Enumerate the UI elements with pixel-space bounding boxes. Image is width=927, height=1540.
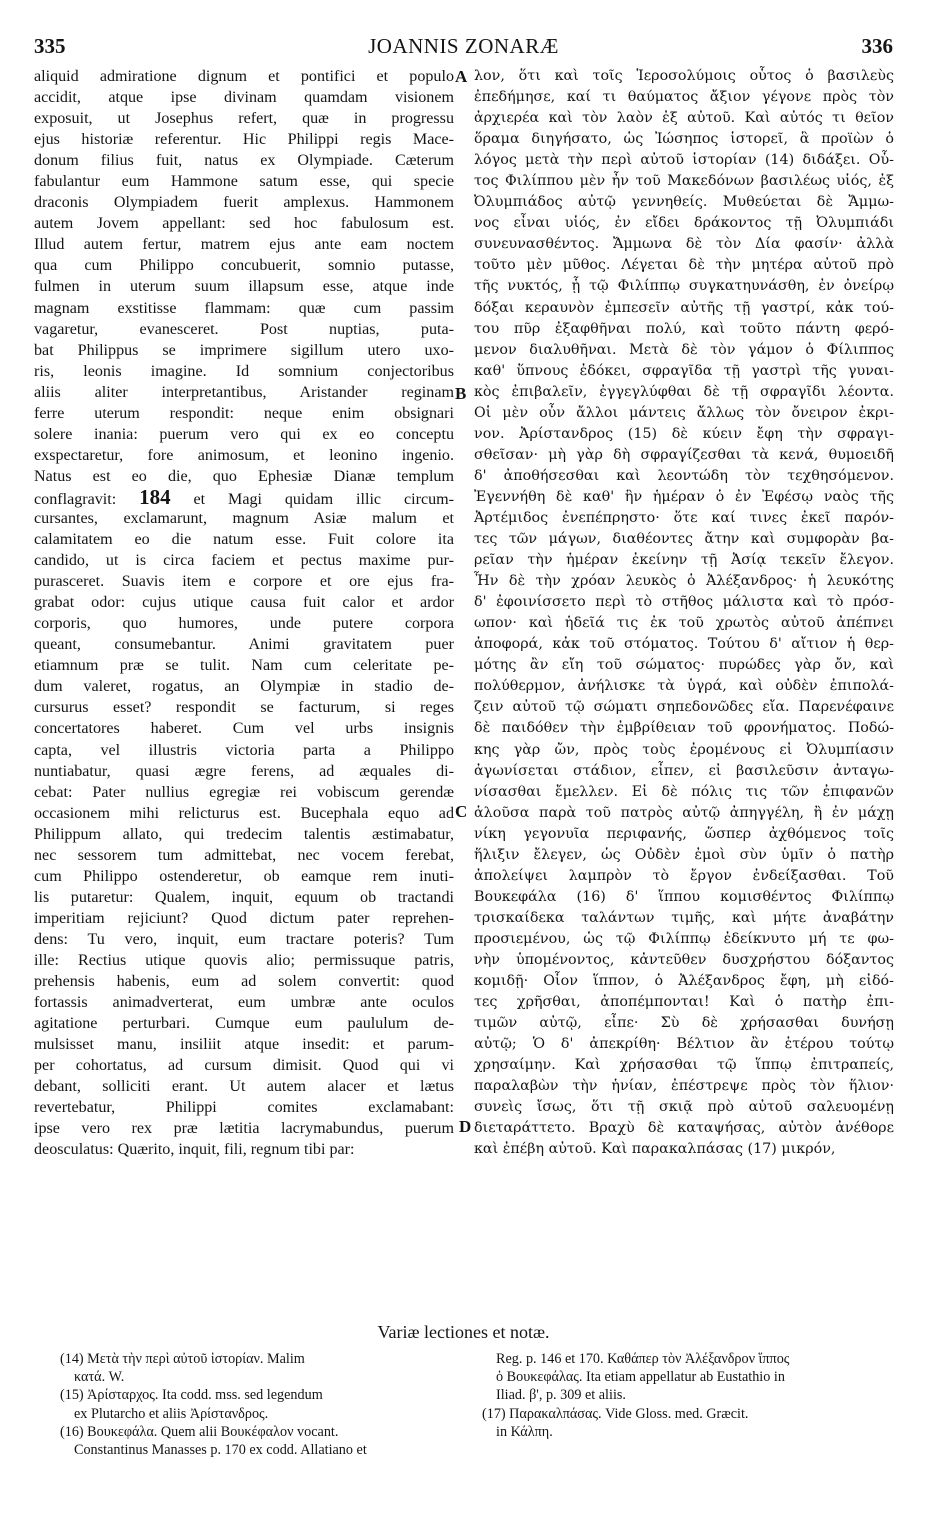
latin-text-line: deosculatus: Quærito, inquit, fili, regnum tibi par: <box>34 1141 355 1159</box>
greek-text-line: τῆς νυκτός, ᾗ τῷ Φιλίππῳ συγκατηυνάσθη, ἐν ὀνείρῳ <box>474 278 894 295</box>
greek-text-line: τιμῶν αὐτῷ, εἶπε· Σὺ δὲ χρήσασθαι δυνήσῃ <box>474 1015 894 1032</box>
edition-page-number: 184 <box>139 486 171 508</box>
page-number-left: 335 <box>34 34 66 58</box>
greek-text-line: ἥλιξιν ἔλεγεν, ὡς Οὐδὲν ἐμοὶ σὺν ὑμῖν ὁ πατὴρ <box>474 846 894 863</box>
latin-text-line: cebat: Pater nullius egregiæ rei vobiscum gerendæ <box>34 783 454 801</box>
greek-text-line: Ἐγεννήθη δὲ καθ' ἣν ἡμέραν ὁ ἐν Ἐφέσῳ ναὸς τῆς <box>474 488 894 505</box>
latin-text-line: dum valeret, rogatus, an Olympiæ in stadio de- <box>34 678 454 696</box>
greek-text-line: ἀρχιερέα καὶ τὸν λαὸν ἐξ αὐτοῦ. Καὶ αὐτός τι θεῖον <box>474 110 894 127</box>
latin-text-line: debant, solliciti erant. Ut autem alacer et lætus <box>34 1078 454 1096</box>
page-header <box>34 34 893 62</box>
note-left-line: (15) Ἀρίσταρχος. Ita codd. mss. sed legendum <box>60 1387 323 1404</box>
greek-text-line: δ' ἐφοινίσσετο περὶ τὸ στῆθος μάλιστα καὶ τὸ πρόσ- <box>474 594 894 611</box>
greek-text-line: νος εἶναι υἱός, ἐν εἴδει δράκοντος τῇ Ὀλυμπιάδι <box>474 215 894 232</box>
greek-text-line: τος Φιλίππου μὲν ἦν τοῦ Μακεδόνων βασιλέως υἱός, ἐξ <box>474 173 894 190</box>
greek-text-line: μότης ἂν εἴη τοῦ σώματος· πυρώδες γὰρ ὄν, καὶ <box>474 657 894 674</box>
greek-text-line: νὴν ὑπομένοντος, κἀντεῦθεν δυσχρήστου δόξαντος <box>474 951 894 968</box>
latin-text-line: autem Jovem appellant: sed hoc fabulosum est. <box>34 215 454 233</box>
latin-text-line: dens: Tu vero, inquit, eum tractare poteris? Tum <box>34 930 454 948</box>
greek-text-line: καθ' ὕπνους ἐδόκει, σφραγῖδα τῇ γαστρὶ τῆς γυναι- <box>474 362 894 379</box>
greek-text-line: λον, ὅτι καὶ τοῖς Ἱεροσολύμοις οὗτος ὁ βασιλεὺς <box>474 68 894 84</box>
note-right-line: in Κάλπη. <box>496 1423 553 1440</box>
latin-text-line: conflagravit: 184 et Magi quidam illic circum- <box>34 486 454 508</box>
latin-text-line: fabulantur eum Hammone satum esse, qui specie <box>34 173 454 191</box>
note-right-line: (17) Παρακαλπάσας. Vide Gloss. med. Græcit. <box>482 1405 749 1422</box>
greek-text-line: νον. Ἀρίστανδρος (15) δὲ κύειν ἔφη τὴν σφραγι- <box>474 425 894 442</box>
latin-text-line: etiamnum præ se tulit. Nam cum celeritate pe- <box>34 657 454 675</box>
latin-text-line: accidit, atque ipse divinam quamdam visionem <box>34 89 454 107</box>
latin-text-line: calamitatem eo die natum esse. Fuit colore ita <box>34 531 454 549</box>
greek-text-line: του πῦρ ἐξαφθῆναι πολύ, καὶ τοῦτο πάντη φερό- <box>474 320 894 337</box>
latin-text-line: concertatores haberet. Cum vel urbs insignis <box>34 720 454 738</box>
latin-text-line: fulmen in uterum suum illapsum esse, atque inde <box>34 278 454 296</box>
greek-text-line: ἀποφορά, κἀκ τοῦ στόματος. Τούτου δ' αἴτιον ἡ θερ- <box>474 636 894 653</box>
greek-text-line: προσιεμένου, ὡς τῷ Φιλίππῳ ἐδείκνυτο μή τε φω- <box>474 930 894 947</box>
running-title: JOANNIS ZONARÆ <box>368 34 559 58</box>
page-number-right: 336 <box>861 34 893 58</box>
latin-text-line: Natus est eo die, quo Ephesiæ Dianæ templum <box>34 467 454 485</box>
latin-text-line: ille: Rectius utique quovis alio; permissuque patris, <box>34 951 454 969</box>
latin-text-line: solere inania: puerum vero qui ex eo conceptu <box>34 425 454 443</box>
latin-text-line: queant, consumebantur. Animi gravitatem puer <box>34 636 454 654</box>
greek-text-line: παραλαβὼν τὴν ἡνίαν, ἐπέστρεψε πρὸς τὸν ἥλιον· <box>474 1078 894 1095</box>
latin-text-line: per cohortatus, ad cursum dimisit. Quod qui vi <box>34 1057 454 1075</box>
greek-text-line: δὲ παιδόθεν τὴν ἐμβρίθειαν τοῦ φρονήματος. Ποδώ- <box>474 720 894 737</box>
latin-text-line: draconis Olympiadem fuerit amplexus. Hammonem <box>34 194 454 212</box>
latin-text-line: corporis, quo humores, unde putere corpora <box>34 615 454 633</box>
latin-text-line: vagaretur, evanesceret. Post nuptias, puta- <box>34 320 454 338</box>
greek-text-line: Ὀλυμπιάδος αὐτῷ γεννηθείς. Μυθεύεται δὲ Ἄμμω- <box>474 194 894 211</box>
note-right-line: Iliad. β', p. 309 et aliis. <box>496 1387 626 1404</box>
greek-column <box>474 66 894 1160</box>
greek-text-line: τρισκαίδεκα ταλάντων τιμῆς, καὶ μήτε ἀναβάτην <box>474 909 894 926</box>
greek-text-line: ὅραμα διηγήσατο, ὡς Ἰώσηπος ἱστορεῖ, ἃ προϊὼν ὁ <box>474 131 894 148</box>
greek-text-line: ρεῖαν τὴν ἡμέραν ἐκείνην τῇ Ἀσίᾳ τεκεῖν ἔλεγον. <box>474 552 894 569</box>
latin-text-line: ejus historiæ referentur. Hic Philippi regis Mace- <box>34 131 454 149</box>
latin-text-line: exposuit, ut Josephus refert, quæ in progressu <box>34 110 454 128</box>
greek-text-line: συνευνασθέντος. Ἄμμωνα δὲ τὸν Δία φασίν· ἀλλὰ <box>474 236 894 253</box>
greek-text-line: ωπον· καὶ ἡδεῖά τις ἐκ τοῦ χρωτὸς αὐτοῦ ἀπέπνει <box>474 615 894 632</box>
greek-text-line: Οἱ μὲν οὖν ἄλλοι μάντεις ἄλλως τὸν ὄνειρον ἐκρι- <box>474 404 894 421</box>
latin-text-line: magnam exstitisse flammam: quæ cum passim <box>34 299 454 317</box>
latin-text-line: donum filius fuit, natus ex Olympiade. Cæterum <box>34 152 454 170</box>
greek-text-line: χρησαίμην. Καὶ χρήσασθαι τῷ ἵππῳ ἐπιτραπείς, <box>474 1057 894 1074</box>
latin-text-line: cum Philippo ostenderetur, ob eamque rem inuti- <box>34 867 454 885</box>
greek-text-line: αὐτῷ; Ὁ δ' ἀπεκρίθη· Βέλτιον ἂν ἑτέρου τούτῳ <box>474 1036 894 1053</box>
note-left-line: ex Plutarcho et aliis Ἀρίστανδρος. <box>74 1405 269 1422</box>
latin-text-line: cursurus esset? respondit se facturum, si reges <box>34 699 454 717</box>
latin-text-line: mulsisset manu, insiliit atque insedit: et parum- <box>34 1036 454 1054</box>
greek-text-line: ζειν αὐτοῦ τῷ σώματι σηπεδονῶδες εἴα. Παρενέφαινε <box>474 699 894 716</box>
notes-left-column <box>60 1350 460 1459</box>
latin-text-line: purasceret. Suavis item e corpore et ore ejus fra- <box>34 573 454 591</box>
note-left-line: (14) Μετὰ τὴν περὶ αὐτοῦ ἱστορίαν. Malim <box>60 1351 305 1367</box>
latin-column <box>34 66 454 1160</box>
latin-text-line: Philippum allato, qui tredecim talentis æstimabatur, <box>34 825 454 843</box>
latin-text-line: cursantes, exclamarunt, magnum Asiæ malum et <box>34 509 454 527</box>
greek-text-line: ἀγωνίσεται στάδιον, εἶπεν, εἰ βασιλεῦσιν ἀνταγω- <box>474 762 894 779</box>
latin-text-line: revertebatur, Philippi comites exclamabant: <box>34 1099 454 1117</box>
greek-text-line: κομιδῇ· Οἷον ἵππον, ὁ Ἀλέξανδρος ἔφη, μὴ εἰδό- <box>474 973 894 990</box>
margin-marker-d: D <box>459 1117 472 1136</box>
greek-text-line: ἀπολείψει λαμπρὸν τὸ ἔργον ἐνδείξασθαι. Τοῦ <box>474 867 894 884</box>
greek-text-line: καὶ ἐπέβη αὐτοῦ. Καὶ παρακαλπάσας (17) μικρόν, <box>474 1141 836 1158</box>
margin-marker-c: C <box>455 802 468 821</box>
greek-text-line: μενον διαλυθῆναι. Μετὰ δὲ τὸν γάμον ὁ Φίλιππος <box>474 341 894 358</box>
latin-text-line: occasionem mihi relicturus est. Bucephala equo ad <box>34 804 454 822</box>
note-right-line: ὁ Βουκεφάλας. Ita etiam appellatur ab Eustathio in <box>496 1369 785 1386</box>
note-left-line: Constantinus Manasses p. 170 ex codd. Allatiano et <box>74 1441 367 1458</box>
greek-text-line: λόγος μετὰ τὴν περὶ αὐτοῦ ἱστορίαν (14) διδάξει. Οὗ- <box>474 152 894 169</box>
latin-text-line: ris, leonis imagine. Id somnium conjectoribus <box>34 362 454 380</box>
margin-marker-b: B <box>455 384 467 403</box>
latin-text-line: lis putaretur: Qualem, inquit, equum ob tractandi <box>34 888 454 906</box>
greek-text-line: νίκη γεγονυῖα περιφανής, ὥσπερ ἀχθόμενος τοῖς <box>474 825 894 842</box>
latin-text-line: aliis aliter interpretantibus, Aristander reginam <box>34 383 454 401</box>
latin-text-line: agitatione perturbari. Cumque eum paululum de- <box>34 1015 454 1033</box>
latin-text-line: grabat odor: cujus utique causa fuit calor et ardor <box>34 594 454 612</box>
greek-text-line: νίσασθαι ἔμελλεν. Εἰ δὲ πόλις τις τῶν ἐπιφανῶν <box>474 783 894 800</box>
latin-text-line: bat Philippus se imprimere sigillum utero uxo- <box>34 341 454 359</box>
latin-text-line: capta, vel illustris victoria parta a Philippo <box>34 741 454 759</box>
latin-text-line: exspectaretur, fore animosum, et leonino ingenio. <box>34 446 454 464</box>
greek-text-line: κὸς ἐπιβαλεῖν, ἐγγεγλύφθαι δὲ τῇ σφραγῖδι λέοντα. <box>474 383 894 400</box>
note-left-line: (16) Βουκεφάλα. Quem alii Βουκέφαλον vocant. <box>60 1423 339 1440</box>
latin-text-line: Illud autem fertur, matrem ejus ante eam noctem <box>34 236 454 254</box>
greek-text-line: ἁλοῦσα παρὰ τοῦ πατρὸς αὐτῷ ἀπηγγέλη, ἢ ἐν μάχῃ <box>474 804 894 821</box>
greek-text-line: κης γὰρ ὤν, πρὸς τοὺς ἐρομένους εἰ Ὀλυμπίασιν <box>474 741 894 758</box>
notes-right-column <box>482 1350 892 1441</box>
greek-text-line: τες χρῆσθαι, ἀποπέμπονται! Καὶ ὁ πατὴρ ἐπι- <box>474 994 894 1011</box>
greek-text-line: δ' ἀποθήσεσθαι καὶ λεοντώδη τὸν τεχθησόμενον. <box>474 467 894 484</box>
latin-text-line: imperitiam rejiciunt? Quod dictum pater reprehen- <box>34 909 454 927</box>
latin-text-line: qua cum Philippo concubuerit, somnio putasse, <box>34 257 454 275</box>
latin-text-line: candido, ut is circa faciem et pectus maxime pur- <box>34 552 454 570</box>
greek-text-line: δόξαι κεραυνὸν ἐμπεσεῖν αὐτῆς τῇ γαστρί, κἀκ τού- <box>474 299 894 316</box>
latin-text-line: ferre uterum respondit: neque enim obsignari <box>34 404 454 422</box>
greek-text-line: Βουκεφάλα (16) δ' ἵππου κομισθέντος Φιλίππῳ <box>474 888 894 905</box>
note-right-line: Reg. p. 146 et 170. Καθάπερ τὸν Ἀλέξανδρον ἵππος <box>496 1351 790 1367</box>
note-left-line: κατά. W. <box>74 1369 125 1386</box>
latin-text-line: nec sessorem tum admittebat, nec vocem ferebat, <box>34 846 454 864</box>
notes-title: Variæ lectiones et notæ. <box>377 1322 550 1342</box>
greek-text-line: πολύθερμον, ἀνήλισκε τὰ ὑγρά, καὶ οὐδὲν ἐπιπολά- <box>474 678 894 695</box>
latin-text-line: prehensis habenis, eum ad solem convertit: quod <box>34 973 454 991</box>
greek-text-line: τοῦτο μὲν μῦθος. Λέγεται δὲ τὴν μητέρα αὐτοῦ πρὸ <box>474 257 894 274</box>
greek-text-line: Ἀρτέμιδος ἐνεπέπρηστο· ὅτε καί τινες ἐκεῖ παρόν- <box>474 509 894 526</box>
latin-text-line: fortassis animadverterat, eum umbræ ante oculos <box>34 994 454 1012</box>
greek-text-line: διεταράττετο. Βραχὺ δὲ καταψήσας, αὐτὸν ἀνέθορε <box>474 1120 894 1137</box>
latin-text-line: ipse vero rex præ lætitia lacrymabundus, puerum <box>34 1120 454 1138</box>
latin-text-line: aliquid admiratione dignum et pontifici et populo <box>34 68 454 85</box>
greek-text-line: σθεῖσαν· μὴ γὰρ δὴ σφραγίζεσθαι τὰ κενά, θυμοειδῆ <box>474 446 894 463</box>
latin-text-continuation: et Magi quidam illic circum- <box>170 490 454 508</box>
latin-text-line: nuntiabatur, quasi ægre ferens, ad æquales di- <box>34 762 454 780</box>
greek-text-line: Ἦν δὲ τὴν χρόαν λευκὸς ὁ Ἀλέξανδρος· ἡ λευκότης <box>474 573 894 590</box>
greek-text-line: ἐπεδήμησε, καί τι θαύματος ἄξιον γέγονε πρὸς τὸν <box>474 89 894 106</box>
margin-marker-a: A <box>455 67 468 86</box>
greek-text-line: τες τῶν μάγων, διαθέοντες ἄτην καὶ συμφορὰν βα- <box>474 531 894 548</box>
greek-text-line: συνεὶς ἴσως, ὅτι τῇ σκιᾷ πρὸ αὐτοῦ σαλευομένῃ <box>474 1099 894 1116</box>
